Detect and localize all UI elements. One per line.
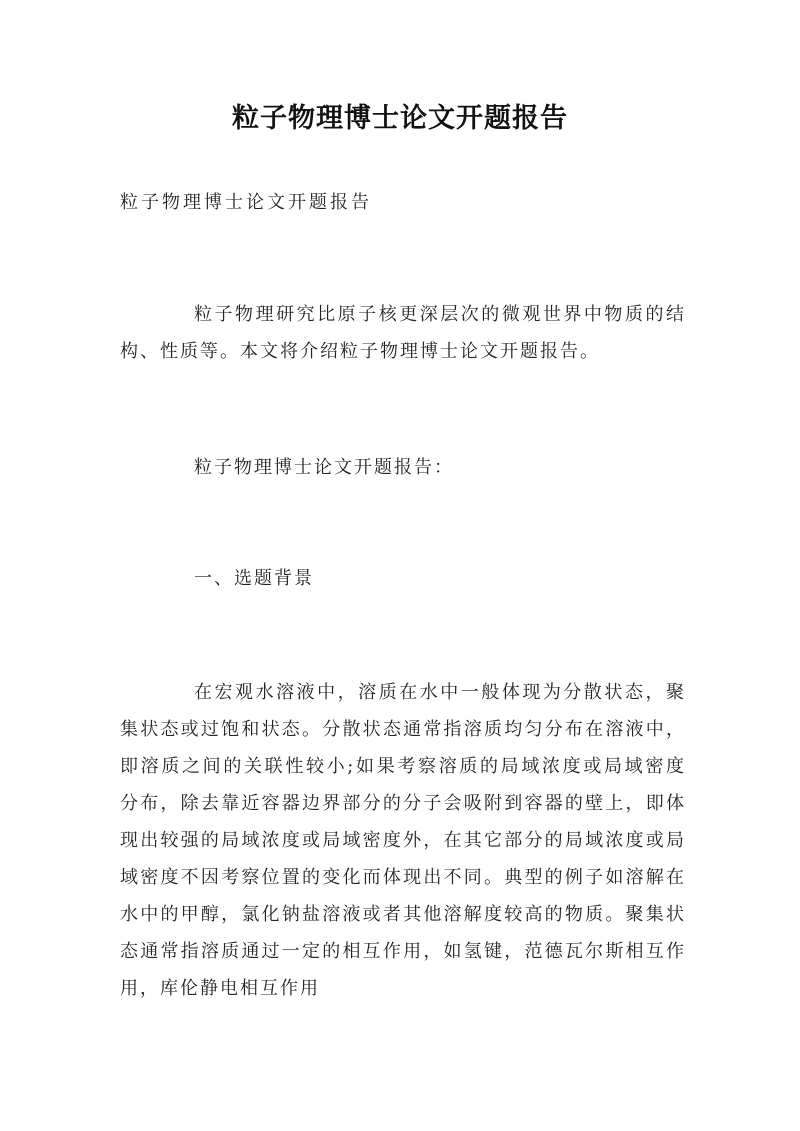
background-paragraph: 在宏观水溶液中，溶质在水中一般体现为分散状态，聚集状态或过饱和状态。分散状态通常指溶质均匀分布在溶液中，即溶质之间的关联性较小;如果考察溶质的局域浓度或局域密度分布，除去靠近容器边界部分的分子会吸附到容器的壁上，即体现出较强的局域浓度或局域密度外，在其它部分的局域浓度或局域密度不因考察位置的变化而体现出不同。典型的例子如溶解在水中的甲醇，氯化钠盐溶液或者其他溶解度较高的物质。聚集状态通常指溶质通过一定的相互作用，如氢键，范德瓦尔斯相互作用，库伦静电相互作用 [120, 682, 686, 999]
report-heading-paragraph: 粒子物理博士论文开题报告： [194, 457, 454, 478]
document-subtitle: 粒子物理博士论文开题报告 [120, 192, 372, 213]
intro-paragraph: 粒子物理研究比原子核更深层次的微观世界中物质的结构、性质等。本文将介绍粒子物理博士论文开题报告。 [120, 304, 686, 362]
document-title: 粒子物理博士论文开题报告 [232, 103, 568, 134]
section-heading: 一、选题背景 [194, 568, 314, 589]
